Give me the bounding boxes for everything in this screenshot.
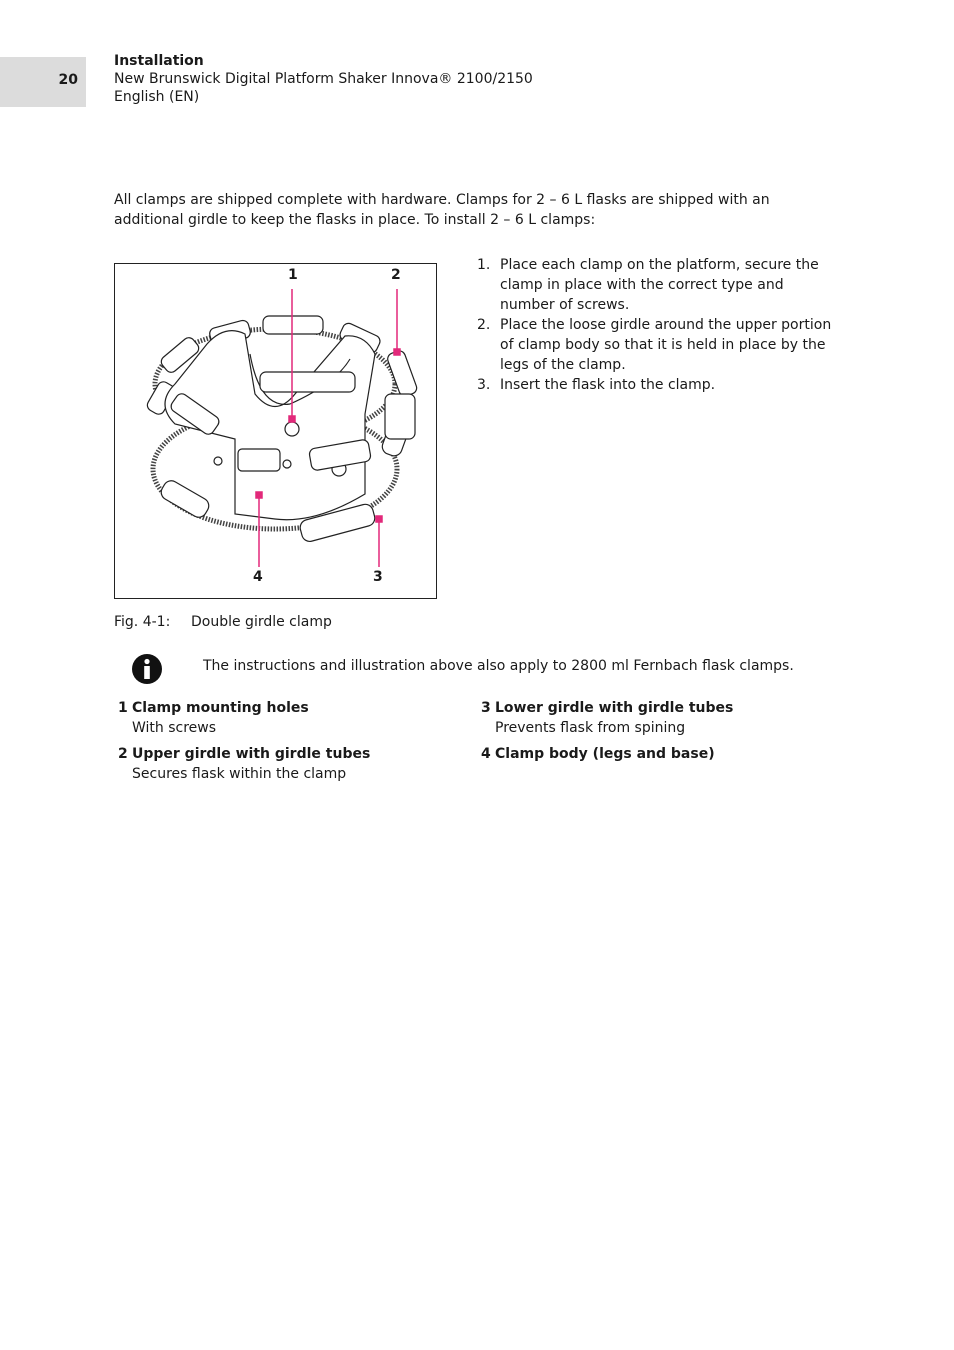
callout-3: 3 bbox=[373, 569, 383, 585]
step-number: 1. bbox=[477, 257, 491, 273]
legend-number: 1 bbox=[118, 700, 128, 716]
header-section: Installation bbox=[114, 53, 204, 69]
intro-paragraph: All clamps are shipped complete with hardware. Clamps for 2 – 6 L flasks are shipped with an additional girdle to keep the flasks in place. To install 2 – 6 L clamps: bbox=[114, 192, 770, 228]
caption-label: Fig. 4-1: bbox=[114, 614, 171, 630]
legend-item-4 bbox=[481, 744, 715, 764]
legend-item-2 bbox=[118, 744, 370, 784]
callout-4: 4 bbox=[253, 569, 263, 585]
figure-double-girdle-clamp bbox=[114, 263, 437, 599]
legend-number: 2 bbox=[118, 746, 128, 762]
legend-description: Prevents flask from spining bbox=[495, 720, 686, 736]
installation-steps bbox=[477, 255, 837, 395]
running-header bbox=[114, 52, 533, 106]
legend-number: 3 bbox=[481, 700, 491, 716]
step-text: Place the loose girdle around the upper portion of clamp body so that it is held in place by the legs of the clamp. bbox=[500, 317, 832, 373]
step-item bbox=[477, 375, 837, 395]
caption-title: Double girdle clamp bbox=[191, 614, 332, 630]
legend-term: Clamp body (legs and base) bbox=[495, 746, 715, 762]
legend-term: Upper girdle with girdle tubes bbox=[132, 746, 371, 762]
step-item bbox=[477, 255, 837, 315]
step-text: Insert the flask into the clamp. bbox=[500, 377, 716, 393]
step-text: Place each clamp on the platform, secure the clamp in place with the correct type and number of screws. bbox=[500, 257, 819, 313]
step-number: 3. bbox=[477, 377, 491, 393]
legend-number: 4 bbox=[481, 746, 491, 762]
legend-term: Lower girdle with girdle tubes bbox=[495, 700, 734, 716]
callout-1: 1 bbox=[288, 267, 298, 283]
step-item bbox=[477, 315, 837, 375]
page-number: 20 bbox=[58, 72, 78, 88]
step-number: 2. bbox=[477, 317, 491, 333]
callout-2: 2 bbox=[391, 267, 401, 283]
legend-item-3 bbox=[481, 698, 733, 738]
legend-item-1 bbox=[118, 698, 309, 738]
legend-description: Secures flask within the clamp bbox=[132, 766, 347, 782]
note-text: The instructions and illustration above also apply to 2800 ml Fernbach flask clamps. bbox=[203, 658, 794, 674]
header-language: English (EN) bbox=[114, 89, 200, 105]
figure-caption bbox=[114, 614, 332, 630]
info-icon bbox=[131, 653, 163, 685]
legend-description: With screws bbox=[132, 720, 217, 736]
header-product: New Brunswick Digital Platform Shaker Innova® 2100/2150 bbox=[114, 71, 533, 87]
clamp-illustration bbox=[115, 264, 436, 598]
legend-term: Clamp mounting holes bbox=[132, 700, 309, 716]
